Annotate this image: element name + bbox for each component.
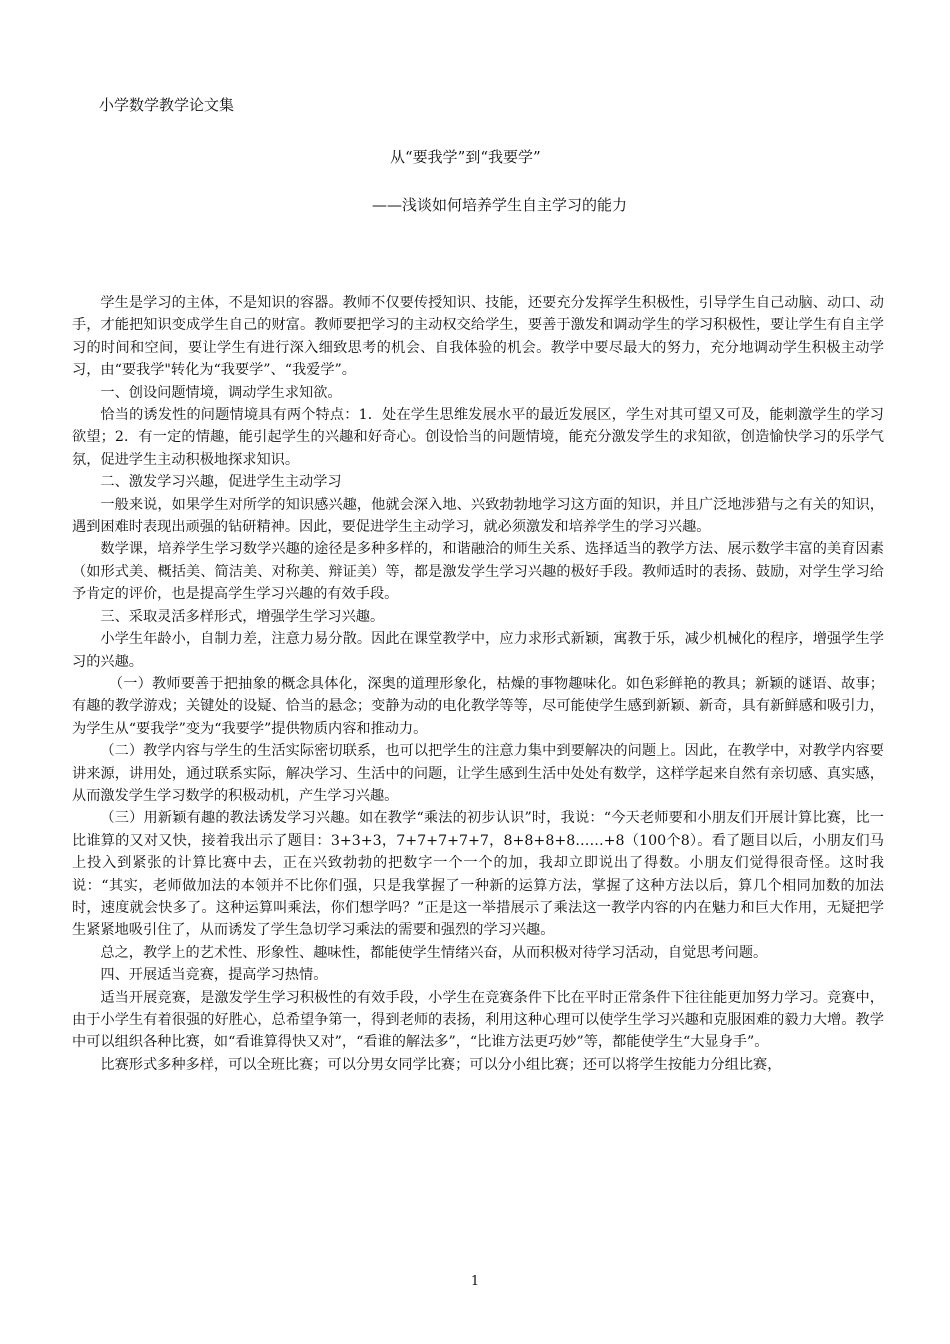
paragraph-sub-1: （一）教师要善于把抽象的概念具体化，深奥的道理形象化，枯燥的事物趣味化。如色彩鲜艳的教具；新颖的谜语、故事；有趣的教学游戏；关键处的设疑、恰当的悬念；变静为动的电化教学等等，尽可能使学生感到新颖、新奇，具有新鲜感和吸引力，为学生从“要我学”变为“我要学”提供物质内容和推动力。 (72, 675, 884, 737)
paragraph: 一般来说，如果学生对所学的知识感兴趣，他就会深入地、兴致勃勃地学习这方面的知识，并且广泛地涉猎与之有关的知识，遇到困难时表现出顽强的钻研精神。因此，要促进学生主动学习，就必须激发和培养学生的学习兴趣。 (72, 496, 884, 536)
paragraph: 数学课，培养学生学习数学兴趣的途径是多种多样的，和谐融洽的师生关系、选择适当的教学方法、展示数学丰富的美育因素（如形式美、概括美、简洁美、对称美、辩证美）等，都是激发学生学习兴趣的极好手段。教师适时的表扬、鼓励，对学生学习给予肯定的评价，也是提高学生学习兴趣的有效手段。 (72, 541, 884, 603)
article-title: 从“要我学”到“我要学” (390, 148, 541, 166)
article-body (72, 292, 884, 1076)
paragraph-sub-3: （三）用新颖有趣的教法诱发学习兴趣。如在教学“乘法的初步认识”时，我说：“今天老师要和小朋友们开展计算比赛，比一比谁算的又对又快，接着我出示了题目：3+3+3，7+7+7+7+7，8+8+8+8……+8（100个8）。看了题目以后，小朋友们马上投入到紧张的计算比赛中去，正在兴致勃勃的把数字一个一个的加，我却立即说出了得数。小朋友们觉得很奇怪。这时我说：“其实，老师做加法的本领并不比你们强，只是我掌握了一种新的运算方法，掌握了这种方法以后，算几个相同加数的加法时，速度就会快多了。这种运算叫乘法，你们想学吗？”正是这一举措展示了乘法这一教学内容的内在魅力和巨大作用，无疑把学生紧紧地吸引住了，从而诱发了学生急切学习乘法的需要和强烈的学习兴趣。 (72, 810, 884, 939)
paragraph: 恰当的诱发性的问题情境具有两个特点：1．处在学生思维发展水平的最近发展区，学生对其可望又可及，能刺激学生的学习欲望；2．有一定的情趣，能引起学生的兴趣和好奇心。创设恰当的问题情境，能充分激发学生的求知欲，创造愉快学习的乐学气氛，促进学生主动积极地探求知识。 (72, 407, 884, 468)
paragraph-intro: 学生是学习的主体，不是知识的容器。教师不仅要传授知识、技能，还要充分发挥学生积极性，引导学生自己动脑、动口、动手，才能把知识变成学生自己的财富。教师要把学习的主动权交给学生，要善于激发和调动学生的学习积极性，要让学生有自主学习的时间和空间，要让学生有进行深入细致思考的机会、自我体验的机会。教学中要尽最大的努力，充分地调动学生积极主动学习，由“要我学"转化为“我要学”、“我爱学”。 (72, 295, 884, 379)
paragraph: 适当开展竞赛，是激发学生学习积极性的有效手段，小学生在竞赛条件下比在平时正常条件下往往能更加努力学习。竞赛中，由于小学生有着很强的好胜心，总希望争第一，得到老师的表扬，利用这种心理可以使学生学习兴趣和克服困难的毅力大增。教学中可以组织各种比赛，如“看谁算得快又对”，“看谁的解法多”，“比谁方法更巧妙”等，都能使学生“大显身手”。 (72, 989, 884, 1051)
page-number: 1 (470, 1274, 480, 1289)
section-heading-2: 二、激发学习兴趣，促进学生主动学习 (100, 474, 342, 491)
section-heading-3: 三、采取灵活多样形式，增强学生学习兴趣。 (100, 608, 385, 625)
article-subtitle: ——浅谈如何培养学生自主学习的能力 (372, 196, 628, 214)
paragraph: 比赛形式多种多样，可以全班比赛；可以分男女同学比赛；可以分小组比赛；还可以将学生按能力分组比赛， (100, 1056, 782, 1073)
paragraph: 小学生年龄小，自制力差，注意力易分散。因此在课堂教学中，应力求形式新颖，寓教于乐，减少机械化的程序，增强学生学习的兴趣。 (72, 631, 884, 670)
collection-title: 小学数学教学论文集 (99, 96, 235, 114)
section-heading-1: 一、创设问题情境，调动学生求知欲。 (100, 384, 342, 401)
paragraph: 总之，教学上的艺术性、形象性、趣味性，都能使学生情绪兴奋，从而积极对待学习活动，自觉思考问题。 (100, 944, 768, 961)
section-heading-4: 四、开展适当竞赛，提高学习热情。 (100, 967, 328, 984)
paragraph-sub-2: （二）教学内容与学生的生活实际密切联系，也可以把学生的注意力集中到要解决的问题上。因此，在教学中，对教学内容要讲来源，讲用处，通过联系实际，解决学习、生活中的问题，让学生感到生活中处处有数学，这样学起来自然有亲切感、真实感，从而激发学生学习数学的积极动机，产生学习兴趣。 (72, 743, 884, 804)
